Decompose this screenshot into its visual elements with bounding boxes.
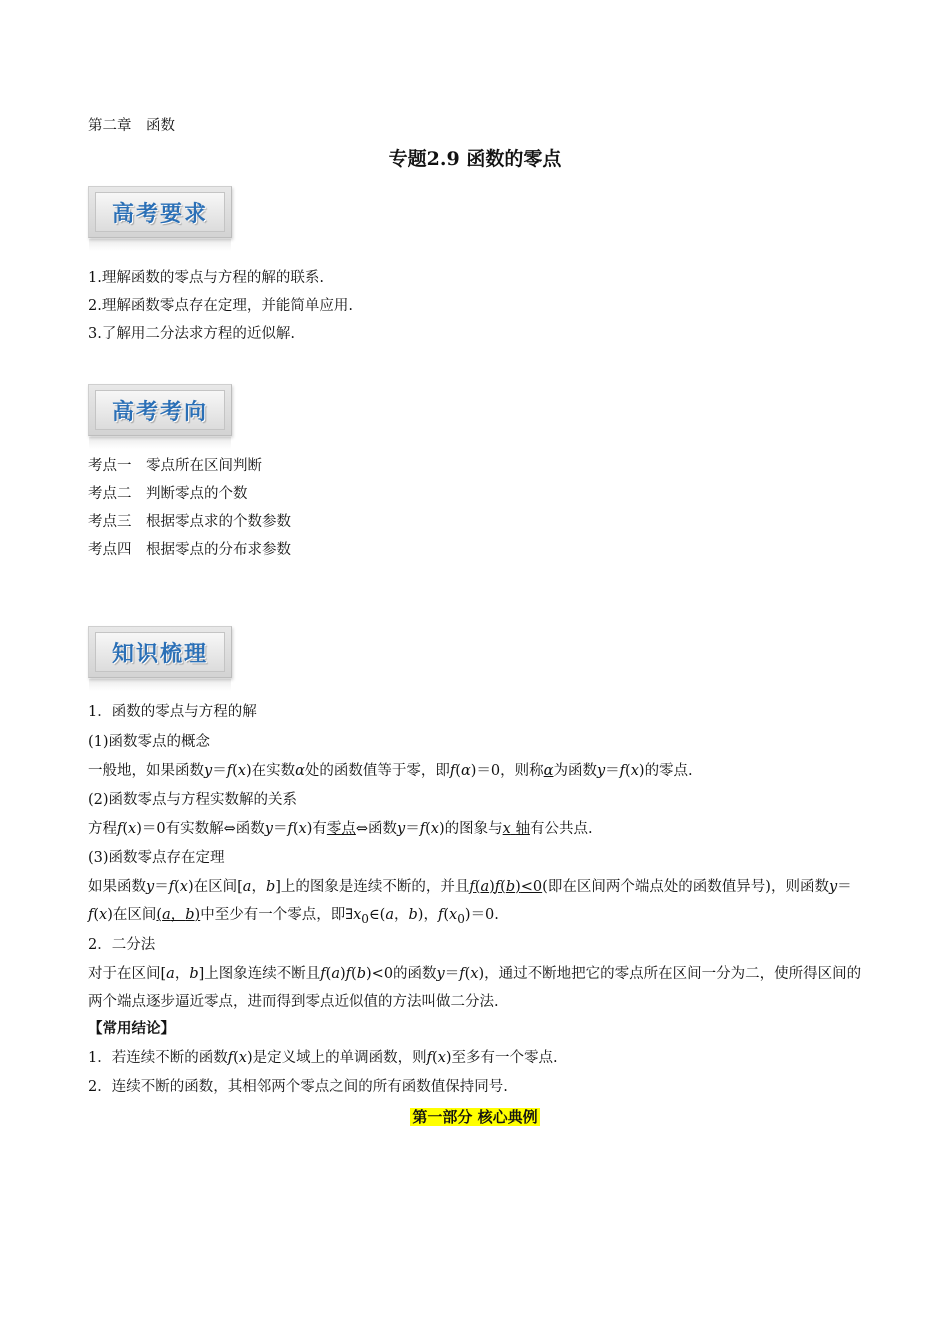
requirement-item: 1.理解函数的零点与方程的解的联系. [88, 270, 324, 286]
knowledge-banner [88, 626, 232, 678]
section-1c-title: (3)函数零点存在定理 [88, 850, 225, 866]
conclusion-item: 1．若连续不断的函数f(x)是定义域上的单调函数，则f(x)至多有一个零点. [88, 1050, 558, 1066]
exam-point-item: 考点二 判断零点的个数 [88, 486, 248, 502]
requirements-banner [88, 186, 232, 238]
bisection-description: 对于在区间[a，b]上图象连续不断且f(a)f(b)<0的函数y＝f(x)，通过不断地把它的零点所在区间一分为二，使所得区间的两个端点逐步逼近零点，进而得到零点近似值的方法叫做二分法. [88, 966, 862, 1010]
exam-point-item: 考点一 零点所在区间判断 [88, 458, 262, 474]
section-1a-title: (1)函数零点的概念 [88, 734, 211, 750]
page-title: 专题2.9 函数的零点 [388, 148, 562, 170]
requirement-item: 3.了解用二分法求方程的近似解. [88, 326, 295, 342]
requirement-item: 2.理解函数零点存在定理，并能简单应用. [88, 298, 353, 314]
exam-point-item: 考点四 根据零点的分布求参数 [88, 542, 291, 558]
directions-banner [88, 384, 232, 436]
part-heading-highlight: 第一部分 核心典例 [412, 1108, 538, 1126]
directions-banner-label: 高考考向 [95, 390, 225, 430]
existence-theorem: 如果函数y＝f(x)在区间[a，b]上的图象是连续不断的，并且f(a)f(b)<0(即在区间两个端点处的函数值异号)，则函数y＝f(x)在区间(a，b)中至少有一个零点，即$\exists x_0\in(a$，b)，$f(x_0)=0$. [88, 879, 852, 926]
section-1b-title: (2)函数零点与方程实数解的关系 [88, 792, 298, 808]
zero-equation-relation: 方程f(x)＝0有实数解⇔函数y＝f(x)有零点⇔函数y＝f(x)的图象与x 轴有公共点. [88, 821, 593, 837]
zero-definition: 一般地，如果函数y＝f(x)在实数α处的函数值等于零，即f(α)＝0，则称α为函数y＝f(x)的零点. [88, 763, 693, 779]
section-1-title: 1．函数的零点与方程的解 [88, 704, 257, 720]
part-heading [0, 1106, 950, 1128]
exam-point-item: 考点三 根据零点求的个数参数 [88, 514, 291, 530]
conclusions-heading: 【常用结论】 [88, 1020, 175, 1037]
requirements-banner-label: 高考要求 [95, 192, 225, 232]
conclusion-item: 2．连续不断的函数，其相邻两个零点之间的所有函数值保持同号. [88, 1079, 508, 1095]
section-2-title: 2．二分法 [88, 937, 156, 953]
chapter-label: 第二章 函数 [88, 118, 175, 134]
knowledge-banner-label: 知识梳理 [95, 632, 225, 672]
